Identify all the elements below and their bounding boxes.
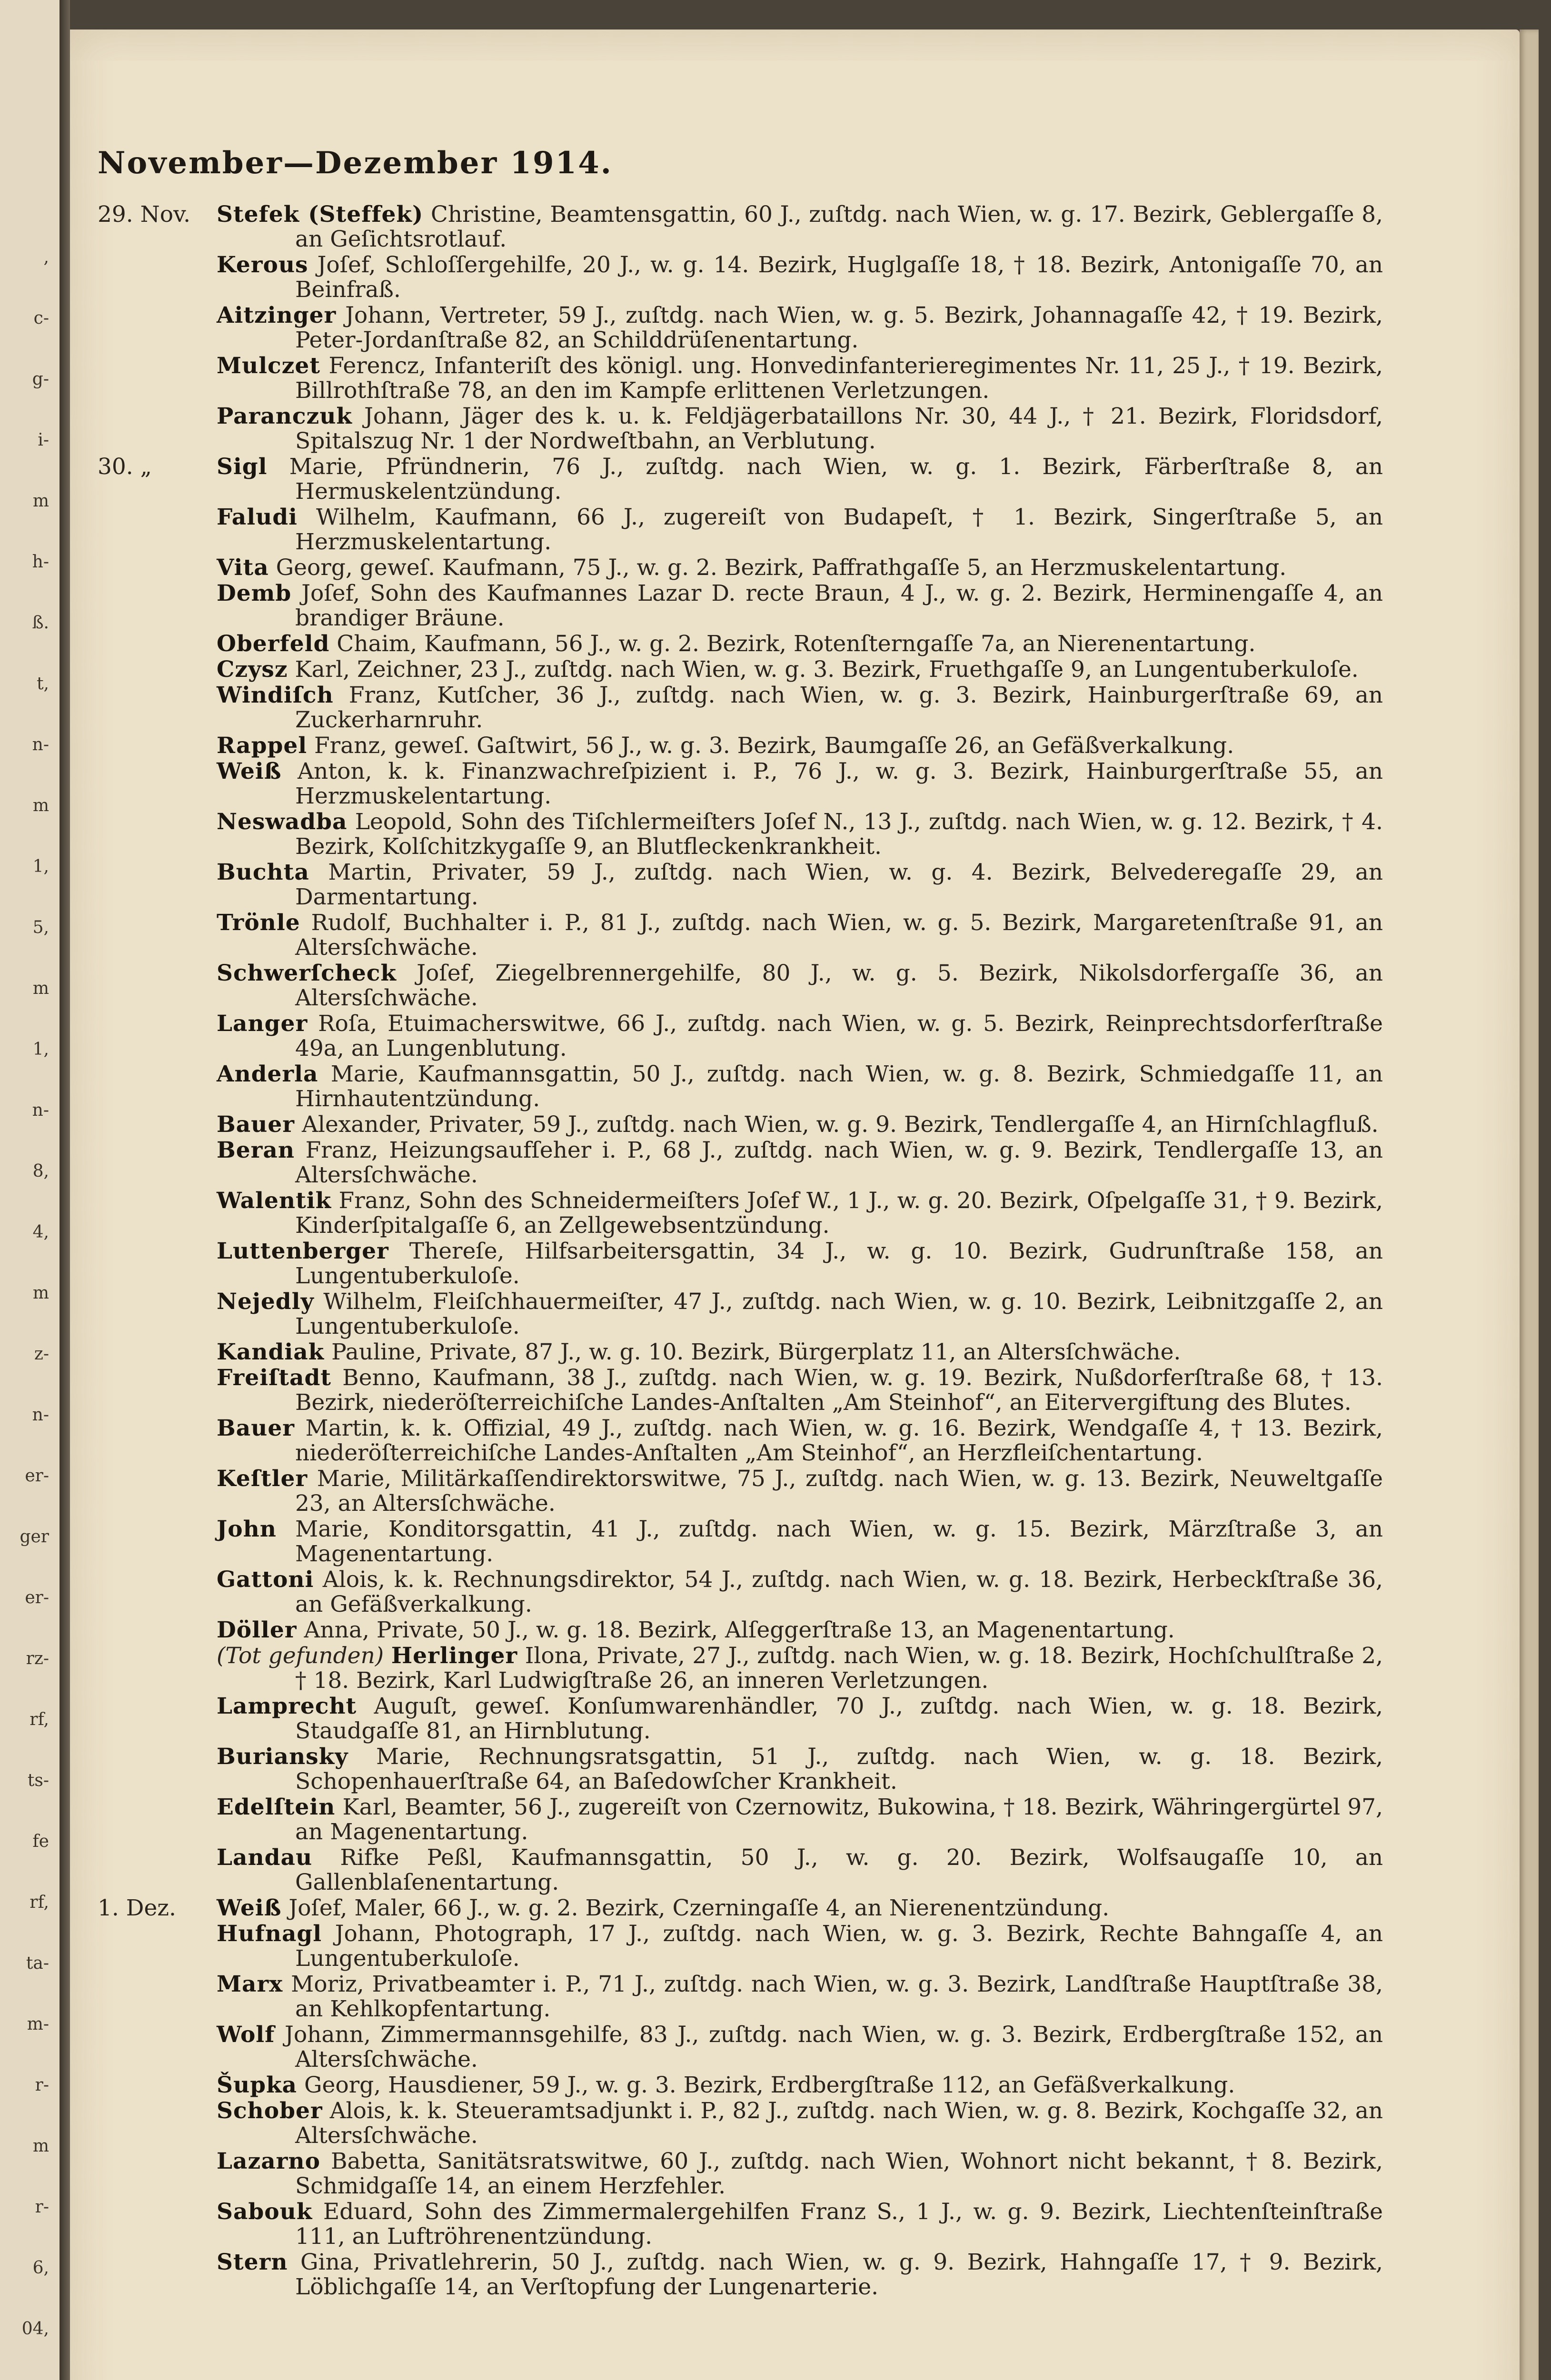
register-entry [98,1517,1383,1567]
entry-body [217,1896,1383,1921]
entry-body [217,2073,1383,2098]
entry-details: Joſef, Ziegelbrennergehilfe, 80 J., w. g. 5. Bezirk, Nikolsdorfergaſſe 36, an Altersſchwäche. [295,960,1383,1011]
previous-page-fragment: 1, [32,1040,49,1059]
previous-page-fragment: r- [35,2075,49,2095]
entry-surname: Czysz [217,656,288,683]
register-entry [98,734,1383,758]
entry-body [217,860,1383,910]
entry-body [217,505,1383,555]
register-entry [98,1745,1383,1794]
entry-surname: Rappel [217,733,308,759]
entry-surname: Walentik [217,1188,332,1214]
register-entry [98,759,1383,809]
entry-surname: Windiſch [217,682,334,708]
register-entry [98,2200,1383,2249]
register-entry [98,2250,1383,2300]
entry-surname: Buchta [217,859,309,885]
register-entry [98,1467,1383,1516]
page-edge [1520,30,1539,2380]
entry-surname: Kerous [217,252,308,278]
entry-details: Joſef, Maler, 66 J., w. g. 2. Bezirk, Czerningaſſe 4, an Nierenentzündung. [288,1895,1110,1921]
entry-details: Thereſe, Hilfsarbeitersgattin, 34 J., w. g. 10. Bezirk, Gudrunſtraße 158, an Lungentuberkuloſe. [295,1238,1383,1289]
previous-page-fragment: n- [32,1405,49,1425]
entry-body [217,1567,1383,1617]
entry-body [217,1340,1383,1365]
entry-body [217,303,1383,353]
entry-surname: Kandiak [217,1339,325,1365]
entry-surname: Bauer [217,1415,295,1441]
entry-surname: Bauer [217,1111,295,1138]
register-entry [98,2073,1383,2098]
entry-details: Franz, Sohn des Schneidermeiſters Joſef W., 1 J., w. g. 20. Bezirk, Oſpelgaſſe 31, † 9. Bezirk, Kinderſpitalgaſſe 6, an Zellgewebsentzündung. [295,1188,1383,1239]
previous-page-fragment: h- [32,552,49,572]
entry-date: 29. Nov. [98,201,191,228]
register-entry [98,1189,1383,1238]
entry-body [217,1644,1383,1693]
register-entry [98,1366,1383,1415]
entry-details: Franz, geweſ. Gaſtwirt, 56 J., w. g. 3. Bezirk, Baumgaſſe 26, an Gefäßverkalkung. [314,733,1234,759]
entry-body [217,1694,1383,1744]
register-entry [98,1922,1383,1971]
entry-body [217,1517,1383,1567]
entry-body [217,253,1383,302]
entry-body [217,1618,1383,1643]
register-entry [98,1845,1383,1895]
entry-details: Roſa, Etuimacherswitwe, 66 J., zuſtdg. nach Wien, w. g. 5. Bezirk, Reinprechtsdorferſtraße 49a, an Lungenblutung. [295,1011,1383,1061]
entry-surname: Landau [217,1844,313,1871]
entry-body [217,1416,1383,1466]
entry-surname: Trönle [217,910,300,936]
entry-surname: Sigl [217,454,268,480]
register-entry [98,581,1383,631]
entry-body [217,2149,1383,2199]
previous-page-fragment: 8, [32,1161,49,1181]
previous-page-fragment: m [32,796,49,815]
entry-surname: Šupka [217,2072,297,2098]
previous-page-fragment: c- [33,308,49,328]
register-entry [98,404,1383,454]
register-entry [98,1340,1383,1365]
entry-details: Johann, Vertreter, 59 J., zuſtdg. nach Wien, w. g. 5. Bezirk, Johannagaſſe 42, † 19. Bezirk, Peter-Jordanſtraße 82, an Schilddrüſenentartung. [295,302,1383,353]
entry-surname: Marx [217,1971,283,1997]
entry-details: Rudolf, Buchhalter i. P., 81 J., zuſtdg. nach Wien, w. g. 5. Bezirk, Margaretenſtraße 91, an Altersſchwäche. [295,910,1383,961]
previous-page-fragment: ts- [27,1771,49,1790]
previous-page-fragment: ta- [26,1954,49,1973]
entry-body [217,1189,1383,1238]
entry-surname: Stern [217,2249,288,2275]
entry-surname: Edelſtein [217,1794,336,1820]
previous-page-fragment: rf, [30,1710,49,1729]
entry-details: Christine, Beamtensgattin, 60 J., zuſtdg. nach Wien, w. g. 17. Bezirk, Geblergaſſe 8, an Geſichtsrotlauf. [295,201,1383,252]
entry-surname: Gattoni [217,1567,314,1593]
entry-details: Ilona, Private, 27 J., zuſtdg. nach Wien, w. g. 18. Bezirk, Hochſchulſtraße 2, † 18. Bezirk, Karl Ludwigſtraße 26, an inneren Verletzungen. [295,1643,1383,1694]
entry-body [217,632,1383,656]
register-entry [98,860,1383,910]
book-gutter [60,0,70,2380]
entry-details: Marie, Konditorsgattin, 41 J., zuſtdg. nach Wien, w. g. 15. Bezirk, Märzſtraße 3, an Magenentartung. [295,1516,1383,1567]
previous-page-fragment: ger [20,1527,49,1547]
entry-body [217,2023,1383,2072]
register-entry [98,303,1383,353]
register-entry [98,1289,1383,1339]
entry-details: Marie, Rechnungsratsgattin, 51 J., zuſtdg. nach Wien, w. g. 18. Bezirk, Schopenhauerſtraße 64, an Baſedowſcher Krankheit. [295,1744,1383,1795]
entry-surname: Wolf [217,2022,275,2048]
entry-surname: Nejedly [217,1289,314,1315]
entry-body [217,657,1383,682]
previous-page-fragment: rf, [30,1893,49,1912]
entry-body [217,683,1383,733]
entry-surname: Freiſtadt [217,1365,332,1391]
register-entry [98,632,1383,656]
previous-page-fragment: rz- [26,1649,49,1668]
entry-body [217,455,1383,504]
entry-details: Anna, Private, 50 J., w. g. 18. Bezirk, Alſeggerſtraße 13, an Magenentartung. [304,1617,1175,1643]
entry-details: Johann, Zimmermannsgehilfe, 83 J., zuſtdg. nach Wien, w. g. 3. Bezirk, Erdbergſtraße 152, an Altersſchwäche. [284,2022,1383,2073]
entry-body [217,1012,1383,1061]
entry-details: Johann, Jäger des k. u. k. Feldjägerbataillons Nr. 30, 44 J., † 21. Bezirk, Floridsdorf, Spitalszug Nr. 1 der Nordweſtbahn, an Verblutung. [295,403,1383,454]
entry-surname: Herlinger [391,1643,518,1669]
register-entry [98,505,1383,555]
entry-body [217,1845,1383,1895]
register-entry [98,202,1383,252]
register-entry [98,657,1383,682]
entry-body [217,202,1383,252]
entry-body [217,2099,1383,2148]
previous-page-fragment: m [32,491,49,511]
register-entry [98,1972,1383,2022]
entry-surname: Lamprecht [217,1693,357,1719]
register-entry [98,555,1383,580]
death-register-list [98,202,1383,2301]
entry-details: Marie, Militärkaſſendirektorswitwe, 75 J., zuſtdg. nach Wien, w. g. 13. Bezirk, Neuweltgaſſe 23, an Altersſchwäche. [295,1466,1383,1517]
entry-body [217,1289,1383,1339]
entry-details: Chaim, Kaufmann, 56 J., w. g. 2. Bezirk, Rotenſterngaſſe 7a, an Nierenentartung. [337,631,1256,657]
previous-page-fragment: fe [32,1832,49,1851]
entry-remark: (Tot gefunden) [217,1643,384,1669]
entry-surname: Stefek (Steffek) [217,201,424,228]
entry-body [217,581,1383,631]
register-entry [98,810,1383,859]
register-entry [98,253,1383,302]
entry-body [217,2200,1383,2249]
entry-surname: John [217,1516,277,1542]
previous-page-fragment: ß. [32,613,49,633]
entry-details: Franz, Heizungsaufſeher i. P., 68 J., zuſtdg. nach Wien, w. g. 9. Bezirk, Tendlergaſſe 13, an Altersſchwäche. [295,1137,1383,1188]
entry-body [217,354,1383,403]
previous-page-edge [0,0,61,2380]
previous-page-fragment: 6, [32,2258,49,2278]
entry-surname: Luttenberger [217,1238,389,1264]
entry-surname: Weiß [217,1895,282,1921]
register-entry [98,2149,1383,2199]
entry-surname: Vita [217,555,269,581]
previous-page-fragment: g- [32,369,49,389]
entry-date: 1. Dez. [98,1895,176,1921]
entry-surname: Hufnagl [217,1921,322,1947]
entry-details: Joſef, Schloſſergehilfe, 20 J., w. g. 14. Bezirk, Huglgaſſe 18, † 18. Bezirk, Antonigaſſe 70, an Beinfraß. [295,252,1383,303]
entry-details: Alois, k. k. Steueramtsadjunkt i. P., 82 J., zuſtdg. nach Wien, w. g. 8. Bezirk, Kochgaſſe 32, an Altersſchwäche. [295,2098,1383,2149]
entry-surname: Mulczet [217,353,320,379]
entry-surname: Keſtler [217,1466,308,1492]
register-entry [98,1644,1383,1693]
entry-surname: Demb [217,580,292,606]
entry-details: Anton, k. k. Finanzwachreſpizient i. P., 76 J., w. g. 3. Bezirk, Hainburgerſtraße 55, an Herzmuskelentartung. [295,758,1383,809]
register-entry [98,1694,1383,1744]
previous-page-fragment: 04, [21,2319,49,2339]
entry-details: Pauline, Private, 87 J., w. g. 10. Bezirk, Bürgerplatz 11, an Altersſchwäche. [331,1339,1181,1365]
register-entry [98,1795,1383,1844]
register-entry [98,911,1383,960]
previous-page-fragment: m [32,1283,49,1303]
entry-body [217,404,1383,454]
register-entry [98,455,1383,504]
entry-body [217,734,1383,758]
entry-details: Martin, k. k. Offizial, 49 J., zuſtdg. nach Wien, w. g. 16. Bezirk, Wendgaſſe 4, † 13. Bezirk, niederöſterreichiſche Landes-Anſtalten „Am Steinhof“, an Herzfleiſchentartung. [295,1415,1383,1466]
entry-details: Johann, Photograph, 17 J., zuſtdg. nach Wien, w. g. 3. Bezirk, Rechte Bahngaſſe 4, an Lungentuberkuloſe. [295,1921,1383,1972]
entry-body [217,1972,1383,2022]
entry-surname: Faludi [217,504,298,530]
entry-details: Moriz, Privatbeamter i. P., 71 J., zuſtdg. nach Wien, w. g. 3. Bezirk, Landſtraße Hauptſtraße 38, an Kehlkopfentartung. [291,1971,1383,2022]
register-entry [98,1567,1383,1617]
entry-surname: Döller [217,1617,297,1643]
entry-details: Martin, Privater, 59 J., zuſtdg. nach Wien, w. g. 4. Bezirk, Belvederegaſſe 29, an Darmentartung. [295,859,1383,910]
entry-surname: Schwerſcheck [217,960,397,986]
entry-body [217,1366,1383,1415]
entry-details: Ferencz, Infanteriſt des königl. ung. Honvedinfanterieregimentes Nr. 11, 25 J., † 19. Bezirk, Billrothſtraße 78, an den im Kampfe erlittenen Verletzungen. [295,353,1383,404]
previous-page-fragment: z- [34,1344,49,1364]
entry-details: Franz, Kutſcher, 36 J., zuſtdg. nach Wien, w. g. 3. Bezirk, Hainburgerſtraße 69, an Zuckerharnruhr. [295,682,1383,733]
register-entry [98,961,1383,1011]
entry-details: Rifke Peßl, Kaufmannsgattin, 50 J., w. g. 20. Bezirk, Wolfsaugaſſe 10, an Gallenblaſenentartung. [295,1844,1383,1895]
entry-details: Babetta, Sanitätsratswitwe, 60 J., zuſtdg. nach Wien, Wohnort nicht bekannt, † 8. Bezirk, Schmidgaſſe 14, an einem Herzfehler. [295,2148,1383,2199]
previous-page-fragment: 5, [32,918,49,937]
previous-page-fragment: n- [32,1101,49,1120]
entry-body [217,1138,1383,1188]
entry-details: Marie, Pfründnerin, 76 J., zuſtdg. nach Wien, w. g. 1. Bezirk, Färberſtraße 8, an Hermuskelentzündung. [289,454,1383,505]
previous-page-fragment: 4, [32,1222,49,1242]
entry-surname: Aitzinger [217,302,337,328]
previous-page-fragment: m- [27,2014,49,2034]
previous-page-fragment: er- [25,1466,49,1486]
previous-page-fragment: , [43,248,49,267]
entry-details: Leopold, Sohn des Tiſchlermeiſters Joſef N., 13 J., zuſtdg. nach Wien, w. g. 12. Bezirk, † 4. Bezirk, Kolſchitzkygaſſe 9, an Blutfleckenkrankheit. [295,809,1383,860]
entry-surname: Buriansky [217,1744,348,1770]
entry-details: Auguſt, geweſ. Konſumwarenhändler, 70 J., zuſtdg. nach Wien, w. g. 18. Bezirk, Staudgaſſe 81, an Hirnblutung. [295,1693,1383,1744]
register-entry [98,1416,1383,1466]
entry-details: Wilhelm, Fleiſchhauermeiſter, 47 J., zuſtdg. nach Wien, w. g. 10. Bezirk, Leibnitzgaſſe 2, an Lungentuberkuloſe. [295,1289,1383,1339]
entry-body [217,1795,1383,1844]
entry-body [217,1922,1383,1971]
entry-body [217,810,1383,859]
entry-details: Gina, Privatlehrerin, 50 J., zuſtdg. nach Wien, w. g. 9. Bezirk, Hahngaſſe 17, † 9. Bezirk, Löblichgaſſe 14, an Verſtopfung der Lungenarterie. [295,2249,1383,2300]
register-entry [98,1138,1383,1188]
previous-page-fragment: m [32,2136,49,2156]
entry-details: Joſef, Sohn des Kaufmannes Lazar D. recte Braun, 4 J., w. g. 2. Bezirk, Herminengaſſe 4, an brandiger Bräune. [295,580,1383,631]
entry-body [217,555,1383,580]
entry-body [217,1467,1383,1516]
previous-page-fragment: 1, [32,857,49,876]
entry-surname: Anderla [217,1061,318,1087]
entry-surname: Lazarno [217,2148,320,2174]
register-entry [98,683,1383,733]
entry-details: Wilhelm, Kaufmann, 66 J., zugereiſt von Budapeſt, † 1. Bezirk, Singerſtraße 5, an Herzmuskelentartung. [295,504,1383,555]
entry-body [217,961,1383,1011]
entry-surname: Neswadba [217,809,348,835]
entry-body [217,1745,1383,1794]
entry-details: Georg, Hausdiener, 59 J., w. g. 3. Bezirk, Erdbergſtraße 112, an Gefäßverkalkung. [304,2072,1235,2098]
entry-body [217,759,1383,809]
register-entry [98,1012,1383,1061]
entry-details: Benno, Kaufmann, 38 J., zuſtdg. nach Wien, w. g. 19. Bezirk, Nußdorferſtraße 68, † 13. Bezirk, niederöſterreichiſche Landes-Anſtalten „Am Steinhof“, an Eitervergiftung des Blutes. [295,1365,1383,1416]
entry-body [217,1112,1383,1137]
entry-surname: Paranczuk [217,403,352,429]
register-entry [98,1062,1383,1111]
entry-date: 30. „ [98,454,152,480]
entry-body [217,911,1383,960]
entry-details: Karl, Zeichner, 23 J., zuſtdg. nach Wien, w. g. 3. Bezirk, Fruethgaſſe 9, an Lungentuberkuloſe. [295,656,1359,683]
entry-surname: Oberfeld [217,631,330,657]
register-entry [98,1618,1383,1643]
previous-page-fragment: t, [37,674,49,694]
entry-details: Alois, k. k. Rechnungsdirektor, 54 J., zuſtdg. nach Wien, w. g. 18. Bezirk, Herbeckſtraße 36, an Gefäßverkalkung. [295,1567,1383,1617]
previous-page-fragment: n- [32,735,49,754]
previous-page-fragment: er- [25,1588,49,1607]
entry-details: Georg, geweſ. Kaufmann, 75 J., w. g. 2. Bezirk, Paffrathgaſſe 5, an Herzmuskelentartung. [276,555,1287,581]
previous-page-fragment: m [32,979,49,998]
register-entry [98,2099,1383,2148]
register-entry [98,354,1383,403]
register-entry [98,1239,1383,1289]
previous-page-fragment: i- [38,430,49,450]
previous-page-fragment: r- [35,2197,49,2217]
entry-details: Eduard, Sohn des Zimmermalergehilfen Franz S., 1 J., w. g. 9. Bezirk, Liechtenſteinſtraße 111, an Luftröhrenentzündung. [295,2199,1383,2250]
entry-surname: Weiß [217,758,282,784]
entry-surname: Sabouk [217,2199,313,2225]
register-entry [98,1896,1383,1921]
entry-surname: Schober [217,2098,323,2124]
page-heading: November—Dezember 1914. [98,145,613,181]
entry-details: Alexander, Privater, 59 J., zuſtdg. nach Wien, w. g. 9. Bezirk, Tendlergaſſe 4, an Hirnſchlagfluß. [301,1111,1379,1138]
entry-body [217,1239,1383,1289]
entry-details: Karl, Beamter, 56 J., zugereiſt von Czernowitz, Bukowina, † 18. Bezirk, Währingergürtel 97, an Magenentartung. [295,1794,1383,1845]
entry-surname: Langer [217,1011,308,1037]
register-entry [98,1112,1383,1137]
entry-surname: Beran [217,1137,295,1163]
entry-body [217,2250,1383,2300]
entry-body [217,1062,1383,1111]
register-entry [98,2023,1383,2072]
entry-details: Marie, Kaufmannsgattin, 50 J., zuſtdg. nach Wien, w. g. 8. Bezirk, Schmiedgaſſe 11, an Hirnhautentzündung. [295,1061,1383,1112]
